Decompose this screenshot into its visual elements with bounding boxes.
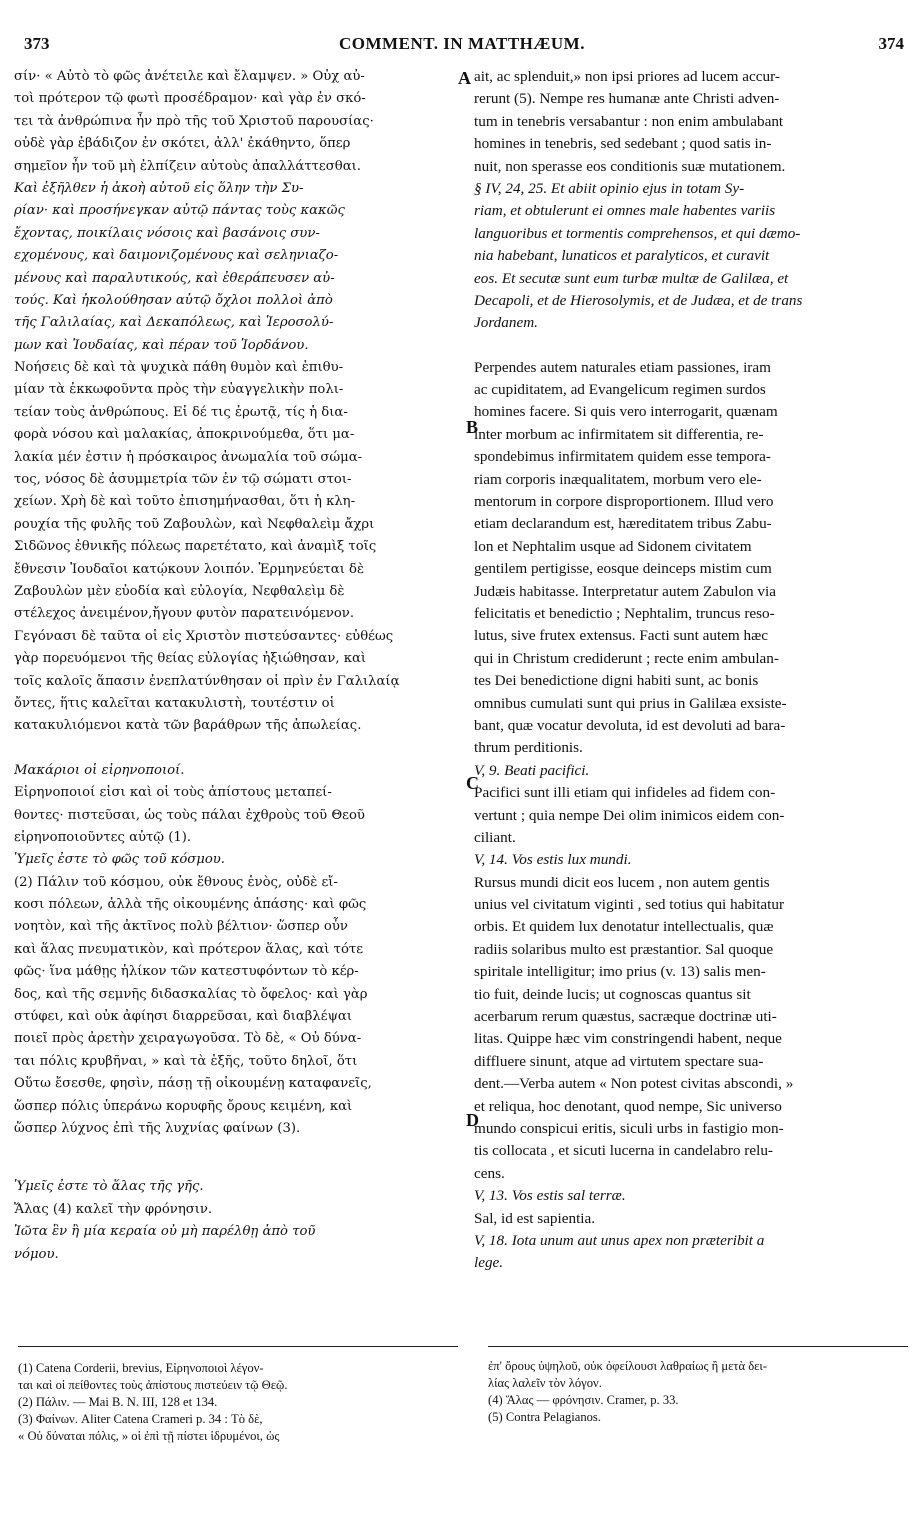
text-line: ἔχοντας, ποικίλαις νόσοις καὶ βασάνοις συν- xyxy=(14,225,320,241)
text-line: γὰρ πορευόμενοι τῆς θείας εὐλογίας ἠξιώθησαν, καὶ xyxy=(14,651,367,667)
text-line: V, 18. Iota unum aut unus apex non præteribit a xyxy=(474,1231,765,1249)
greek-paragraph-commentary xyxy=(14,357,460,738)
text-line: ac cupiditatem, ad Evangelicum regimen surdos xyxy=(474,381,766,399)
text-line: qui in Christum crediderunt ; recte enim ambulan- xyxy=(474,649,779,667)
text-line: σημεῖον ἦν τοῦ μὴ ἐλπίζειν αὐτοὺς ἀπαλλάττεσθαι. xyxy=(14,158,361,174)
text-line: inter morbum ac infirmitatem sit differentia, re- xyxy=(474,425,764,443)
text-line: Perpendes autem naturales etiam passiones, iram xyxy=(474,358,771,376)
text-line: εχομένους, καὶ δαιμονιζομένους καὶ σεληνιαζο- xyxy=(14,248,339,264)
text-line: κατακυλιόμενοι κατὰ τῶν βαράθρων τῆς ἀπωλείας. xyxy=(14,718,362,734)
text-line: Μακάριοι οἱ εἰρηνοποιοί. xyxy=(14,762,185,778)
text-line: λακία μέν ἐστιν ἡ πρόσκαιρος ἀνωμαλία τοῦ σώμα- xyxy=(14,449,363,465)
text-line: tes Dei benedictione digni habiti sunt, ac bonis xyxy=(474,672,759,690)
latin-paragraph-beatitudes xyxy=(474,760,910,1275)
text-line: στέλεχος ἀνειμένον,ἤγουν φυτὸν παρατεινόμενον. xyxy=(14,606,355,622)
text-line: δος, καὶ τῆς σεμνῆς διδασκαλίας τὸ ὄφελος· καὶ γὰρ xyxy=(14,986,368,1002)
text-line: ρίαν· καὶ προσήνεγκαν αὐτῷ πάντας τοὺς κακῶς xyxy=(14,203,345,219)
text-line: Ὑμεῖς ἐστε τὸ φῶς τοῦ κόσμου. xyxy=(14,852,225,868)
text-line: V, 9. Beati pacifici. xyxy=(474,761,590,779)
text-line: spiritale intelligitur; imo prius (v. 13) salis men- xyxy=(474,963,766,981)
text-line: νόμου. xyxy=(14,1246,59,1262)
text-line: φορὰ νόσου καὶ μαλακίας, ἀποκρινούμεθα, ὅτι μα- xyxy=(14,427,355,443)
text-line: mundo conspicui eritis, siculi urbs in fastigio mon- xyxy=(474,1119,784,1137)
text-line: gentilem pertigisse, eosque deinceps mistim cum xyxy=(474,560,772,578)
text-line: etiam declarandum est, hæreditatem tribus Zabu- xyxy=(474,515,772,533)
footnote-rule-left xyxy=(18,1346,458,1347)
text-line: Pacifici sunt illi etiam qui infideles ad fidem con- xyxy=(474,784,776,802)
text-line: Καὶ ἐξῆλθεν ἡ ἀκοὴ αὐτοῦ εἰς ὅλην τὴν Συ- xyxy=(14,180,304,196)
text-line: (2) Πάλιν τοῦ κόσμου, οὐκ ἔθνους ἑνὸς, οὐδὲ εἴ- xyxy=(14,874,338,890)
text-line: thrum perditionis. xyxy=(474,739,583,757)
text-line: φῶς· ἵνα μάθῃς ἡλίκον τῶν κατεστυφόντων τὸ κέρ- xyxy=(14,964,359,980)
text-line: Γεγόνασι δὲ ταῦτα οἱ εἰς Χριστὸν πιστεύσαντες· εὐθέως xyxy=(14,628,394,644)
text-line: (5) Contra Pelagianos. xyxy=(488,1410,601,1424)
text-line: Ζαβουλὼν μὲν εὐοδία καὶ εὐλογία, Νεφθαλεὶμ δὲ xyxy=(14,583,345,599)
text-line: riam corporis inæqualitatem, morbum vero ele- xyxy=(474,470,762,488)
text-line: (2) Πάλιν. — Mai B. N. III, 128 et 134. xyxy=(18,1395,218,1409)
text-line: lutus, sive frutex extensus. Facti sunt autem hæc xyxy=(474,627,768,645)
text-line: litas. Quippe hæc vim constringendi habent, neque xyxy=(474,1030,782,1048)
text-line: θοντες· πιστεῦσαι, ὡς τοὺς πάλαι ἐχθροὺς τοῦ Θεοῦ xyxy=(14,807,365,823)
text-line: diffluere sinunt, atque ad virtutem spectare sua- xyxy=(474,1052,764,1070)
text-line: (4) Ἅλας — φρόνησιν. Cramer, p. 33. xyxy=(488,1393,679,1407)
text-line: καὶ ἅλας πνευματικὸν, καὶ πρότερον ἅλας, καὶ τότε xyxy=(14,941,364,957)
text-line: « Οὐ δύναται πόλις, » οἱ ἐπὶ τῇ πίστει ἱδρυμένοι, ὡς xyxy=(18,1429,280,1443)
page-header xyxy=(14,10,910,53)
text-line: τούς. Καὶ ἠκολούθησαν αὐτῷ ὄχλοι πολλοὶ ἀπὸ xyxy=(14,292,333,308)
latin-column xyxy=(474,66,910,1275)
latin-paragraph-commentary xyxy=(474,357,910,760)
text-line: (1) Catena Corderii, brevius, Εἰρηνοποιοὶ λέγον- xyxy=(18,1361,264,1375)
text-line: languoribus et tormentis comprehensos, et qui dæmo- xyxy=(474,224,801,242)
latin-paragraph-intro xyxy=(474,66,910,178)
text-line: οὐδὲ γὰρ ἐβάδιζον ἐν σκότει, ἀλλ' ἐκάθηντο, ὅπερ xyxy=(14,136,351,152)
text-line: σίν· « Αὐτὸ τὸ φῶς ἀνέτειλε καὶ ἔλαμψεν. » Οὐχ αὐ- xyxy=(14,69,365,84)
text-line: spondebimus infirmitatem quidem esse tempora- xyxy=(474,448,771,466)
text-line: lon et Nephtalim usque ad Sidonem civitatem xyxy=(474,537,752,555)
text-line: Σιδῶνος ἐθνικῆς πόλεως παρετέτατο, καὶ ἀναμὶξ τοῖς xyxy=(14,539,377,555)
text-line: et reliqua, hoc denotant, quod nempe, Sic universo xyxy=(474,1097,782,1115)
text-line: V, 13. Vos estis sal terræ. xyxy=(474,1187,626,1205)
text-line: λίας λαλεῖν τὸν λόγον. xyxy=(488,1376,602,1390)
text-line: Judæis habitasse. Interpretatur autem Zabulon via xyxy=(474,582,776,600)
text-line: μίαν τὰ ἐκκωφοῦντα πρὸς τὴν εὐαγγελικὴν πολι- xyxy=(14,382,344,398)
text-line: omnibus cumulati sunt qui prius in Galilæa exsiste- xyxy=(474,694,787,712)
text-line: τος, νόσος δὲ ἀσυμμετρία τῶν ἐν τῷ σώματι στοι- xyxy=(14,472,352,488)
text-line: Εἰρηνοποιοί εἰσι καὶ οἱ τοὺς ἀπίστους μεταπεί- xyxy=(14,785,332,801)
text-line: ἐπ' ὄρους ὑψηλοῦ, οὐκ ὀφείλουσι λαθραίως ἢ μετὰ δει- xyxy=(488,1359,768,1373)
text-line: Decapoli, et de Hierosolymis, et de Judæa, et de trans xyxy=(474,291,803,309)
text-line: Ὑμεῖς ἐστε τὸ ἅλας τῆς γῆς. xyxy=(14,1179,204,1195)
text-line: eos. Et secutæ sunt eum turbæ multæ de Galilæa, et xyxy=(474,269,789,287)
text-line: rerunt (5). Nempe res humanæ ante Christi adven- xyxy=(474,90,780,108)
text-line: homines facere. Si quis vero interrogarit, quænam xyxy=(474,403,778,421)
text-line: τει τὰ ἀνθρώπινα ἦν πρὸ τῆς τοῦ Χριστοῦ παρουσίας· xyxy=(14,113,374,129)
text-line: ciliant. xyxy=(474,828,516,846)
page-number-right: 374 xyxy=(878,34,904,53)
text-line: μένους καὶ παραλυτικούς, καὶ ἐθεράπευσεν αὐ- xyxy=(14,270,335,286)
text-line: Sal, id est sapientia. xyxy=(474,1209,596,1227)
text-line: tio fuit, deinde lucis; ut cognoscas quantus sit xyxy=(474,985,751,1003)
text-line: Ἰῶτα ἓν ἢ μία κεραία οὐ μὴ παρέλθῃ ἀπὸ τοῦ xyxy=(14,1224,316,1240)
text-line: κοσι πόλεων, ἀλλὰ τῆς οἰκουμένης ἁπάσης· καὶ φῶς xyxy=(14,897,367,913)
text-line: bant, quæ vocatur devoluta, id est devoluti ad bara- xyxy=(474,716,786,734)
text-line: τοῖς καλοῖς ἅπασιν ἐνεπλατύνθησαν οἱ πρὶν ἐν Γαλιλαίᾳ xyxy=(14,673,400,689)
text-line: nia habebant, lunaticos et paralyticos, et curavit xyxy=(474,247,770,265)
margin-letter-b: B xyxy=(466,417,479,437)
text-line: tum in tenebris versabantur : non enim ambulabant xyxy=(474,112,784,130)
margin-letter-a: A xyxy=(458,68,471,88)
greek-paragraph-salt xyxy=(14,1176,460,1266)
text-line: Ἅλας (4) καλεῖ τὴν φρόνησιν. xyxy=(14,1201,213,1217)
text-line: tis collocata , et sicuti lucerna in candelabro relu- xyxy=(474,1142,773,1160)
text-line: vertunt ; quia nempe Dei olim inimicos eidem con- xyxy=(474,806,785,824)
text-line: μων καὶ Ἰουδαίας, καὶ πέραν τοῦ Ἰορδάνου. xyxy=(14,337,309,353)
latin-paragraph-scripture xyxy=(474,178,910,335)
greek-paragraph-intro xyxy=(14,66,460,178)
page-number-left: 373 xyxy=(24,34,50,53)
margin-letter-d: D xyxy=(466,1110,479,1130)
text-line: ται καὶ οἱ πείθοντες τοὺς ἀπίστους πιστεύειν τῷ Θεῷ. xyxy=(18,1378,288,1392)
greek-paragraph-scripture xyxy=(14,178,460,357)
text-line: εἰρηνοποιοῦντες αὐτῷ (1). xyxy=(14,829,192,845)
text-line: radiis solaribus multo est præstantior. Sal quoque xyxy=(474,940,774,958)
greek-column xyxy=(14,66,460,1266)
text-line: § IV, 24, 25. Et abiit opinio ejus in totam Sy- xyxy=(474,179,745,197)
text-line: nuit, non sperasse eos conditionis suæ mutationem. xyxy=(474,157,786,175)
text-line: ρουχία τῆς φυλῆς τοῦ Ζαβουλὼν, καὶ Νεφθαλεὶμ ἄχρι xyxy=(14,516,375,532)
text-line: dent.—Verba autem « Non potest civitas abscondi, » xyxy=(474,1075,794,1093)
text-line: χείων. Χρὴ δὲ καὶ τοῦτο ἐπισημήνασθαι, ὅτι ἡ κλη- xyxy=(14,494,356,510)
text-line: τείαν τοὺς ἀνθρώπους. Εἰ δέ τις ἐρωτᾷ, τίς ἡ δια- xyxy=(14,404,348,420)
text-line: Jordanem. xyxy=(474,314,538,332)
text-line: Rursus mundi dicit eos lucem , non autem gentis xyxy=(474,873,770,891)
text-line: riam, et obtulerunt ei omnes male habentes variis xyxy=(474,202,776,220)
text-line: lege. xyxy=(474,1254,504,1272)
text-line: ὥσπερ λύχνος ἐπὶ τῆς λυχνίας φαίνων (3). xyxy=(14,1120,301,1136)
running-title: COMMENT. IN MATTHÆUM. xyxy=(339,34,585,53)
text-line: νοητὸν, καὶ τῆς ἀκτῖνος πολὺ βέλτιον· ὥσπερ οὖν xyxy=(14,919,348,935)
text-line: ἔθνεσιν Ἰουδαῖοι κατῴκουν λοιπόν. Ἑρμηνεύεται δὲ xyxy=(14,561,365,577)
text-line: Νοήσεις δὲ καὶ τὰ ψυχικὰ πάθη θυμὸν καὶ ἐπιθυ- xyxy=(14,360,344,376)
greek-paragraph-beatitudes xyxy=(14,760,460,1141)
footnotes-left xyxy=(18,1360,464,1445)
text-line: (3) Φαίνων. Aliter Catena Crameri p. 34 : Τὸ δὲ, xyxy=(18,1412,263,1426)
text-line: homines in tenebris, sed sedebant ; quod satis in- xyxy=(474,135,772,153)
text-line: ὥσπερ πόλις ὑπεράνω κορυφῆς ὄρους κειμένη, καὶ xyxy=(14,1098,353,1114)
text-line: τῆς Γαλιλαίας, καὶ Δεκαπόλεως, καὶ Ἱεροσολύ- xyxy=(14,315,334,331)
text-line: ποιεῖ πρὸς ἀρετὴν χειραγωγοῦσα. Τὸ δὲ, « Οὐ δύνα- xyxy=(14,1031,362,1047)
text-line: acerbarum rerum quæstus, sacræque doctrinæ uti- xyxy=(474,1008,777,1026)
text-line: unius vel civitatum viginti , sed totius qui habitatur xyxy=(474,896,785,914)
text-line: Οὕτω ἔσεσθε, φησὶν, πάσῃ τῇ οἰκουμένῃ καταφανεῖς, xyxy=(14,1076,372,1092)
margin-letter-c: C xyxy=(466,773,479,793)
text-line: cens. xyxy=(474,1164,505,1182)
text-line: V, 14. Vos estis lux mundi. xyxy=(474,851,632,869)
footnote-rule-right xyxy=(488,1346,908,1347)
text-line: ὄντες, ἥτις καλεῖται κατακυλιστὴ, τουτέστιν οἱ xyxy=(14,695,335,711)
text-line: mentorum in corpore disproportionem. Illud vero xyxy=(474,493,774,511)
text-line: orbis. Et quidem lux denotatur intellectualis, quæ xyxy=(474,918,774,936)
text-line: στύφει, καὶ οὐκ ἀφίησι διαρρεῦσαι, καὶ διαβλέψαι xyxy=(14,1009,353,1025)
text-line: felicitatis et benedictio ; Nephtalim, truncus reso- xyxy=(474,604,775,622)
text-line: τοὶ πρότερον τῷ φωτὶ προσέδραμον· καὶ γὰρ ἐν σκό- xyxy=(14,91,366,107)
footnotes-right xyxy=(488,1358,908,1426)
text-line: ait, ac splenduit,» non ipsi priores ad lucem accur- xyxy=(474,68,780,85)
text-line: ται πόλις κρυβῆναι, » καὶ τὰ ἑξῆς, τοῦτο δηλοῖ, ὅτι xyxy=(14,1053,358,1069)
